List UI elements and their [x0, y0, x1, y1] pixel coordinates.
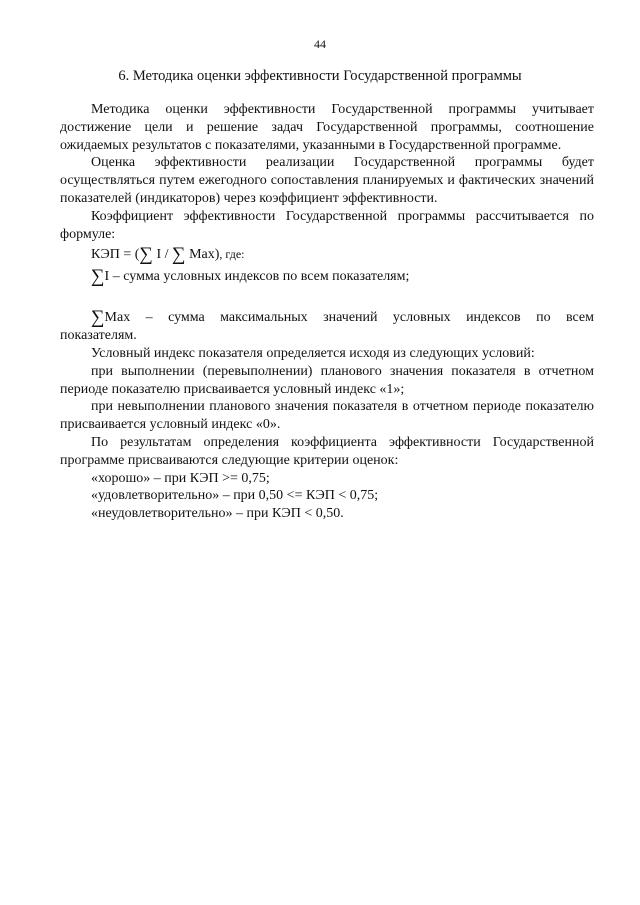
criterion-satisfactory: «удовлетворительно» – при 0,50 <= КЭП < 0,75; — [91, 488, 379, 504]
definition-sum-max — [60, 309, 594, 345]
definition-text: – сумма условных индексов по всем показателям; — [109, 269, 410, 285]
formula-suffix: , где: — [219, 247, 245, 262]
sigma-symbol: ∑ — [91, 307, 105, 329]
definition-symbol: I — [104, 269, 110, 285]
sigma-symbol: ∑ — [172, 244, 186, 266]
definition-symbol: Max — [104, 310, 131, 326]
paragraph-criteria-intro: По результатам определения коэффициента эффективности Государственной программе присваиваются следующие критерии оценок: — [60, 434, 594, 468]
paragraph-index-zero: при невыполнении планового значения показателя в отчетном периоде показателю присваивается условный индекс «0». — [60, 399, 594, 433]
definition-sum-i — [60, 265, 594, 289]
sigma-symbol: ∑ — [139, 244, 153, 266]
paragraph-index-one: при выполнении (перевыполнении) планового значения показателя в отчетном периоде показателю присваивается условный индекс «1»; — [60, 363, 594, 397]
formula-term-i: I / — [156, 247, 173, 263]
criterion-unsatisfactory: «неудовлетворительно» – при КЭП < 0,50. — [91, 506, 344, 522]
criterion-good: «хорошо» – при КЭП >= 0,75; — [91, 470, 270, 486]
sigma-symbol: ∑ — [91, 266, 105, 288]
formula-rhs: ) — [214, 247, 220, 263]
paragraph-conditional-index: Условный индекс показателя определяется исходя из следующих условий: — [91, 345, 535, 361]
paragraph-coefficient: Коэффициент эффективности Государственной программы рассчитывается по формуле: — [60, 208, 594, 242]
formula-lhs: КЭП = ( — [91, 247, 140, 263]
formula-term-max: Max — [189, 247, 215, 263]
page-number: 44 — [314, 37, 326, 51]
paragraph-methodology: Методика оценки эффективности Государственной программы учитывает достижение цели и решение задач Государственной программы, соотношение ожидаемых результатов с показателями, указанными в Государственной программе. — [60, 102, 594, 153]
definition-text: – сумма максимальных значений условных индексов по всем — [130, 310, 594, 326]
formula — [60, 243, 594, 265]
paragraph-assessment: Оценка эффективности реализации Государственной программы будет осуществляться путем ежегодного сопоставления планируемых и фактических значений показателей (индикаторов) через коэффициент эффективности. — [60, 155, 594, 206]
definition-continuation: показателям. — [60, 328, 137, 344]
section-heading: 6. Методика оценки эффективности Государственной программы — [118, 68, 522, 84]
section-body — [60, 101, 594, 523]
